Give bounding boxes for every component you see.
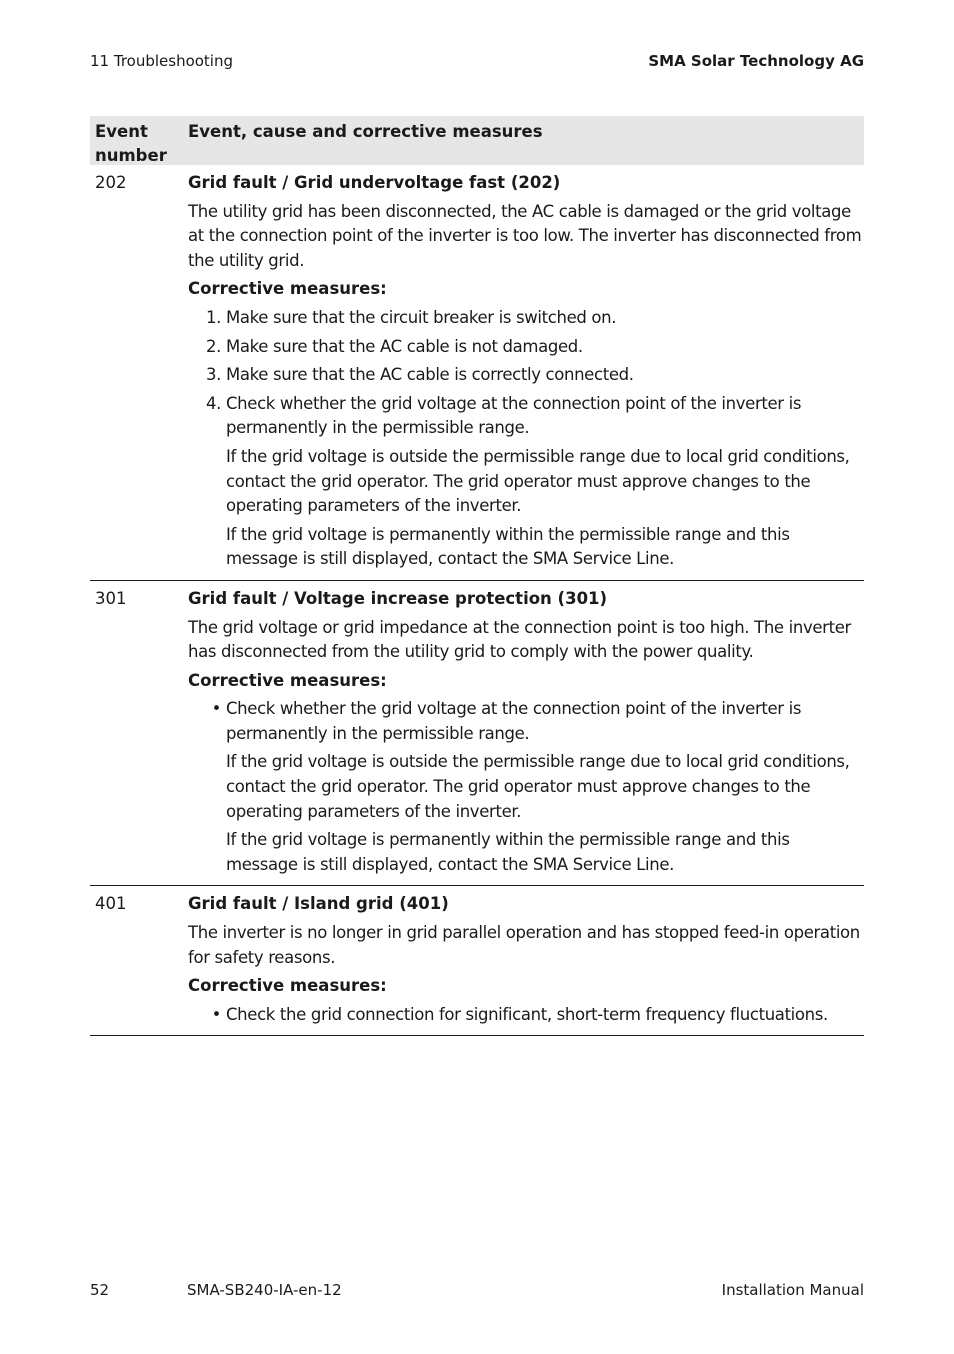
col-header-event-number: Event number [95,122,167,165]
list-item-text: Check the grid connection for significant, short-term frequency fluctuations. [226,1004,828,1024]
list-item [188,335,864,360]
corrective-measures-label: Corrective measures: [188,279,387,299]
corrective-measures-label: Corrective measures: [188,670,387,690]
event-description: The inverter is no longer in grid parallel operation and has stopped feed-in operation for safety reasons. [188,923,860,967]
event-description: The utility grid has been disconnected, the AC cable is damaged or the grid voltage at the connection point of the inverter is too low. The inverter has disconnected from the utility grid. [188,201,862,270]
event-title: Grid fault / Grid undervoltage fast (202) [188,173,561,192]
header-section: 11 Troubleshooting [90,52,234,70]
corrective-measures-label: Corrective measures: [188,976,387,996]
list-item [188,1003,864,1028]
list-item-text: Check whether the grid voltage at the connection point of the inverter is permanently in the permissible range. [226,699,802,743]
event-details [182,587,864,882]
list-item-note: If the grid voltage is permanently within the permissible range and this message is still displayed, contact the SMA Service Line. [226,830,790,874]
table-row [90,165,864,581]
table-row [90,886,864,1036]
event-table [90,116,864,1036]
table-row [90,581,864,887]
list-marker: • [211,699,221,719]
event-title: Grid fault / Island grid (401) [188,894,449,914]
header-company: SMA Solar Technology AG [648,52,864,70]
footer-page-number: 52 [90,1281,110,1299]
list-item-note: If the grid voltage is outside the permissible range due to local grid conditions, contact the grid operator. The grid operator must approve changes to the operating parameters of the inverter. [226,752,850,821]
event-number: 202 [95,173,127,192]
list-item [188,306,864,331]
list-item-text: Make sure that the AC cable is not damaged. [226,336,583,356]
list-item-text: Make sure that the AC cable is correctly connected. [226,365,634,385]
list-marker: 3. [205,365,221,385]
event-number: 301 [95,588,127,608]
list-item [188,392,864,441]
table-header [90,116,864,165]
list-marker: 4. [205,393,221,413]
event-description: The grid voltage or grid impedance at the connection point is too high. The inverter has disconnected from the utility grid to comply with the power quality. [188,617,851,662]
col-header-event-cause: Event, cause and corrective measures [188,122,543,141]
list-item-note: If the grid voltage is outside the permissible range due to local grid conditions, contact the grid operator. The grid operator must approve changes to the operating parameters of the inverter. [226,446,850,516]
event-details [182,171,864,576]
list-marker: • [211,1004,221,1024]
list-item [188,363,864,388]
list-item-text: Check whether the grid voltage at the connection point of the inverter is permanently in the permissible range. [226,393,802,438]
list-item-text: Make sure that the circuit breaker is switched on. [226,307,617,327]
list-item [188,697,864,746]
event-number: 401 [95,894,127,914]
event-details [182,892,864,1031]
list-marker: 2. [205,336,221,356]
footer-doc-type: Installation Manual [721,1281,864,1299]
list-item-note: If the grid voltage is permanently within the permissible range and this message is still displayed, contact the SMA Service Line. [226,524,790,569]
list-marker: 1. [205,307,221,327]
footer-doc-id: SMA-SB240-IA-en-12 [187,1281,342,1299]
event-title: Grid fault / Voltage increase protection (301) [188,588,608,608]
